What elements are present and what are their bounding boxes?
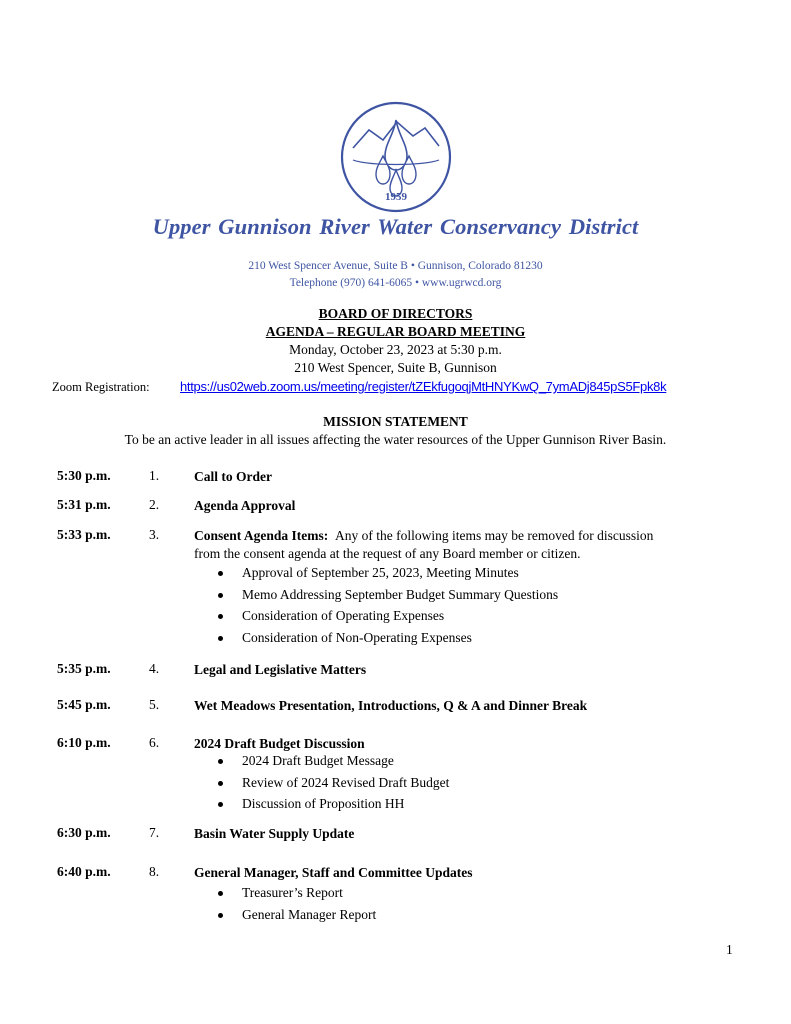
consent-items-list <box>216 562 558 648</box>
meeting-location: 210 West Spencer, Suite B, Gunnison <box>294 360 497 375</box>
list-item: 2024 Draft Budget Message <box>216 750 449 772</box>
zoom-registration-label: Zoom Registration: <box>52 380 150 394</box>
agenda-time: 6:30 p.m. <box>57 825 111 840</box>
agenda-number: 7. <box>149 825 160 840</box>
list-item: Memo Addressing September Budget Summary Questions <box>216 584 558 606</box>
page-number: 1 <box>726 942 733 957</box>
agenda-number: 8. <box>149 864 160 879</box>
logo-year: 1959 <box>385 191 407 203</box>
mission-text: To be an active leader in all issues affecting the water resources of the Upper Gunnison River Basin. <box>124 432 667 447</box>
zoom-registration-link[interactable]: https://us02web.zoom.us/meeting/register/tZEkfugoqjMtHNYKwQ_7ymADj845pS5Fpk8k <box>180 379 667 394</box>
agenda-item-title: Call to Order <box>194 469 272 484</box>
agenda-item-description-cont: from the consent agenda at the request of any Board member or citizen. <box>194 546 581 561</box>
agenda-item <box>194 527 744 563</box>
agenda-time: 5:33 p.m. <box>57 527 111 542</box>
agenda-time: 5:35 p.m. <box>57 661 111 676</box>
agenda-item-title: Consent Agenda Items: <box>194 528 329 543</box>
organization-name: Upper Gunnison River Water Conservancy District <box>152 214 639 239</box>
list-item: Review of 2024 Revised Draft Budget <box>216 772 449 794</box>
agenda-time: 6:10 p.m. <box>57 735 111 750</box>
agenda-number: 2. <box>149 497 160 512</box>
agenda-item-title: Wet Meadows Presentation, Introductions, Q & A and Dinner Break <box>194 698 588 713</box>
list-item: Approval of September 25, 2023, Meeting Minutes <box>216 562 558 584</box>
agenda-number: 1. <box>149 468 160 483</box>
agenda-time: 5:31 p.m. <box>57 497 111 512</box>
agenda-item-title: Agenda Approval <box>194 498 296 513</box>
agenda-item-description: Any of the following items may be removed for discussion <box>335 528 654 543</box>
agenda-item-title: Legal and Legislative Matters <box>194 662 367 677</box>
agenda-time: 6:40 p.m. <box>57 864 111 879</box>
agenda-number: 5. <box>149 697 160 712</box>
agenda-number: 6. <box>149 735 160 750</box>
agenda-time: 5:30 p.m. <box>57 468 111 483</box>
list-item: Consideration of Operating Expenses <box>216 605 558 627</box>
updates-items-list <box>216 882 376 925</box>
agenda-item-title: Basin Water Supply Update <box>194 826 355 841</box>
agenda-item-title: General Manager, Staff and Committee Updates <box>194 865 473 880</box>
agenda-number: 3. <box>149 527 160 542</box>
list-item: Consideration of Non-Operating Expenses <box>216 627 558 649</box>
agenda-time: 5:45 p.m. <box>57 697 111 712</box>
district-logo <box>339 100 453 214</box>
agenda-item-title: 2024 Draft Budget Discussion <box>194 736 365 751</box>
mission-heading: MISSION STATEMENT <box>323 414 468 429</box>
board-heading: BOARD OF DIRECTORS <box>318 306 473 321</box>
agenda-number: 4. <box>149 661 160 676</box>
list-item: Treasurer’s Report <box>216 882 376 904</box>
address-line: 210 West Spencer Avenue, Suite B • Gunnison, Colorado 81230 <box>248 260 543 272</box>
list-item: General Manager Report <box>216 904 376 926</box>
list-item: Discussion of Proposition HH <box>216 793 449 815</box>
agenda-title: AGENDA – REGULAR BOARD MEETING <box>265 324 526 339</box>
contact-line: Telephone (970) 641-6065 • www.ugrwcd.org <box>289 277 502 289</box>
meeting-date-time: Monday, October 23, 2023 at 5:30 p.m. <box>289 342 502 357</box>
budget-items-list <box>216 750 449 815</box>
